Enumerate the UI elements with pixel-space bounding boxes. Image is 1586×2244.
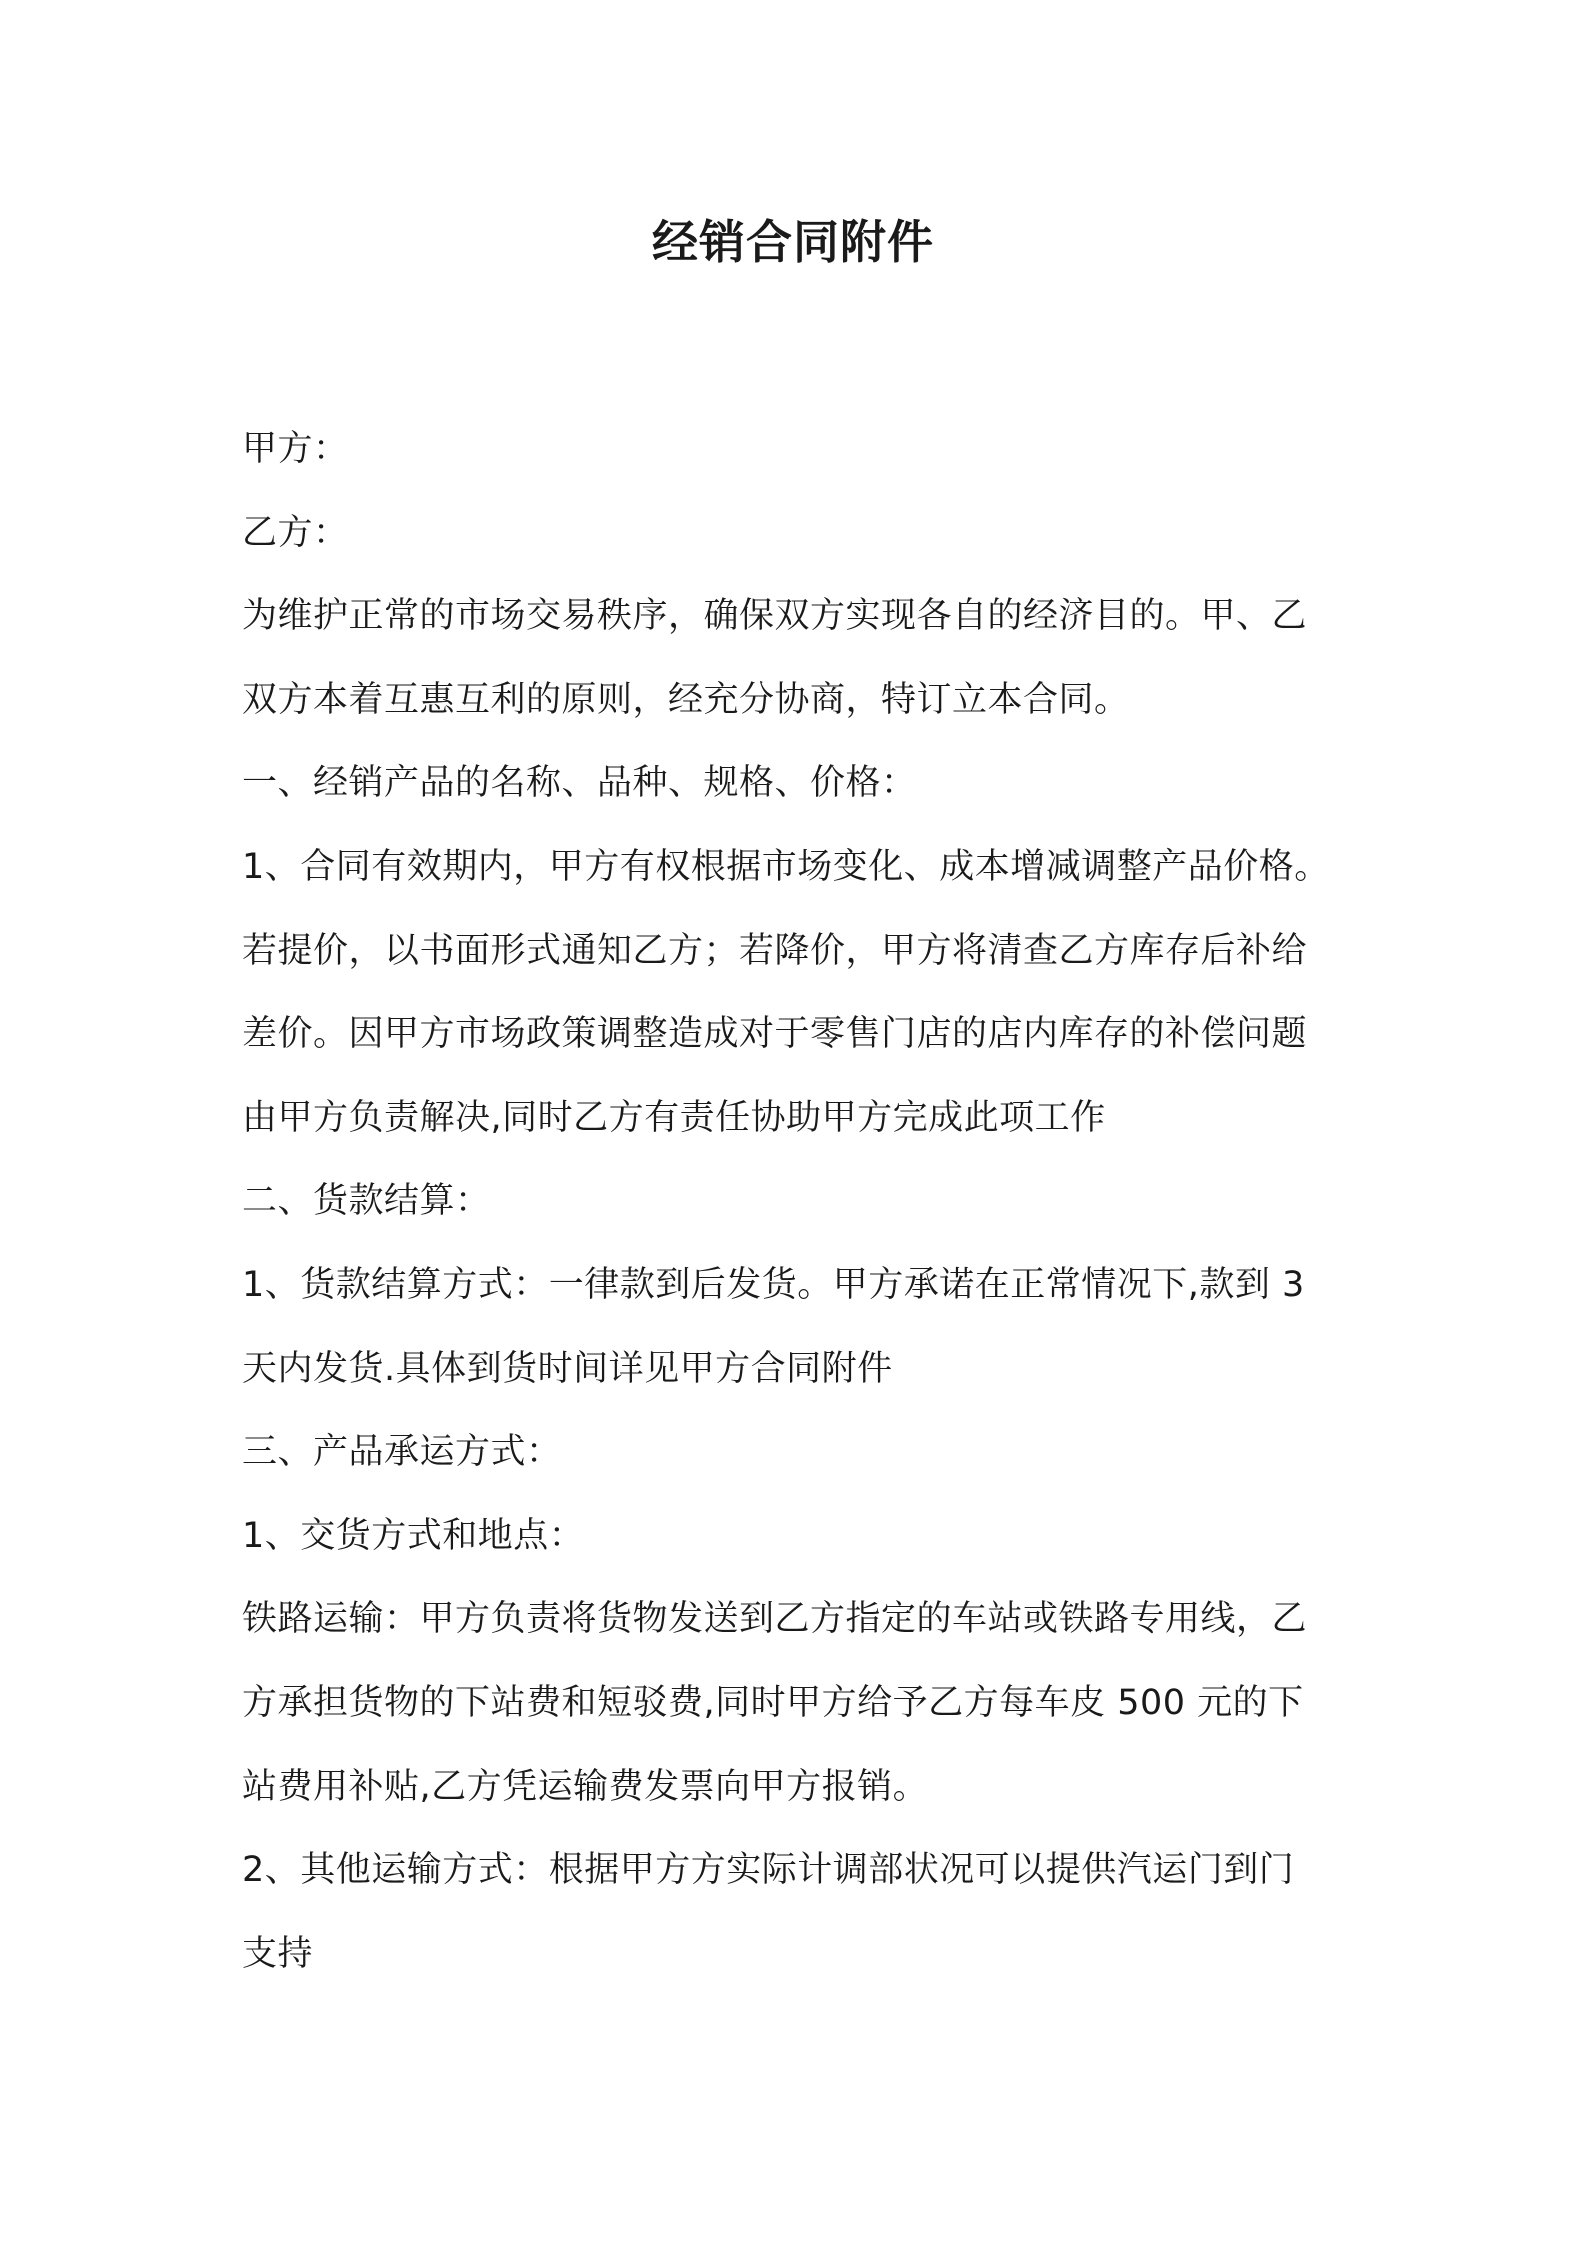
section-heading: 二、货款结算： xyxy=(242,1181,491,1222)
clause-line: 1、合同有效期内，甲方有权根据市场变化、成本增减调整产品价格。 xyxy=(242,846,1330,887)
clause-line: 天内发货.具体到货时间详见甲方合同附件 xyxy=(242,1348,893,1389)
document-body xyxy=(242,408,1372,1996)
clause-line: 铁路运输：甲方负责将货物发送到乙方指定的车站或铁路专用线，乙 xyxy=(242,1599,1308,1640)
clause-line: 差价。因甲方市场政策调整造成对于零售门店的店内库存的补偿问题 xyxy=(242,1014,1308,1055)
clause-line: 2、其他运输方式：根据甲方方实际计调部状况可以提供汽运门到门 xyxy=(242,1850,1295,1891)
document-title: 经销合同附件 xyxy=(652,215,934,269)
clause-line: 支持 xyxy=(242,1933,314,1974)
clause-line: 若提价，以书面形式通知乙方；若降价，甲方将清查乙方库存后补给 xyxy=(242,930,1308,971)
preamble-line: 双方本着互惠互利的原则，经充分协商，特订立本合同。 xyxy=(242,679,1130,720)
clause-line: 站费用补贴,乙方凭运输费发票向甲方报销。 xyxy=(242,1766,929,1807)
clause-line: 1、货款结算方式：一律款到后发货。甲方承诺在正常情况下,款到 3 xyxy=(242,1264,1305,1305)
party-a-line: 甲方： xyxy=(242,429,349,469)
clause-line: 由甲方负责解决,同时乙方有责任协助甲方完成此项工作 xyxy=(242,1097,1106,1138)
clause-line: 方承担货物的下站费和短驳费,同时甲方给予乙方每车皮 500 元的下 xyxy=(242,1682,1304,1723)
party-b-line: 乙方： xyxy=(242,512,349,553)
section-heading: 三、产品承运方式： xyxy=(242,1432,562,1473)
clause-line: 1、交货方式和地点： xyxy=(242,1515,585,1556)
section-heading: 一、经销产品的名称、品种、规格、价格： xyxy=(242,763,917,804)
preamble-line: 为维护正常的市场交易秩序，确保双方实现各自的经济目的。甲、乙 xyxy=(242,596,1308,637)
